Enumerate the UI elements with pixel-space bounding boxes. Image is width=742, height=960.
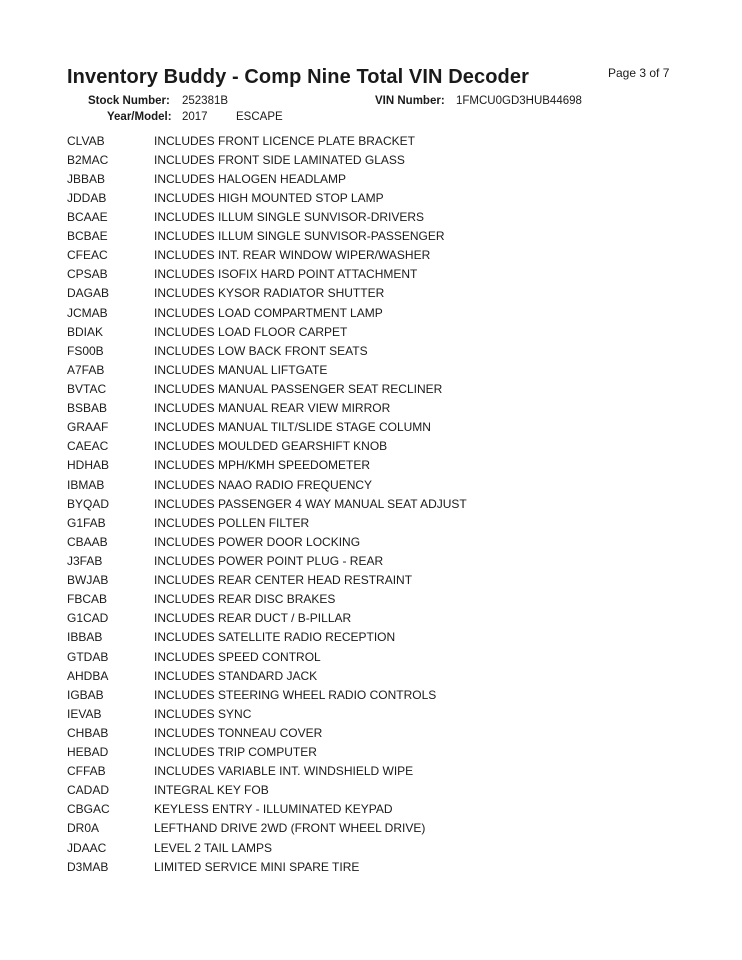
option-code: FS00B xyxy=(67,343,104,358)
option-description: INCLUDES MOULDED GEARSHIFT KNOB xyxy=(154,439,388,454)
option-description: LEFTHAND DRIVE 2WD (FRONT WHEEL DRIVE) xyxy=(154,821,426,836)
code-row xyxy=(67,685,467,704)
option-description: INCLUDES KYSOR RADIATOR SHUTTER xyxy=(154,286,385,301)
option-code: JDDAB xyxy=(67,190,107,205)
code-row xyxy=(67,341,467,360)
option-description: INCLUDES REAR DUCT / B-PILLAR xyxy=(154,611,352,626)
option-description: INCLUDES LOW BACK FRONT SEATS xyxy=(154,343,368,358)
option-code: JCMAB xyxy=(67,305,108,320)
code-row xyxy=(67,800,467,819)
option-code: BSBAB xyxy=(67,401,108,416)
document-title: Inventory Buddy - Comp Nine Total VIN Decoder xyxy=(67,66,529,88)
option-description: KEYLESS ENTRY - ILLUMINATED KEYPAD xyxy=(154,802,393,817)
option-description: INCLUDES SYNC xyxy=(154,706,252,721)
option-code: CBAAB xyxy=(67,534,108,549)
option-code: IBBAB xyxy=(67,630,103,645)
code-row xyxy=(67,723,467,742)
option-description: INCLUDES LOAD FLOOR CARPET xyxy=(154,324,348,339)
option-code: CFEAC xyxy=(67,248,108,263)
option-code: CPSAB xyxy=(67,267,108,282)
option-code: HEBAD xyxy=(67,745,109,760)
option-code: J3FAB xyxy=(67,553,103,568)
option-description: INCLUDES VARIABLE INT. WINDSHIELD WIPE xyxy=(154,764,414,779)
page-number: Page 3 of 7 xyxy=(608,66,670,80)
option-code: DAGAB xyxy=(67,286,110,301)
option-code: IGBAB xyxy=(67,687,104,702)
code-row xyxy=(67,399,467,418)
option-description: INCLUDES HIGH MOUNTED STOP LAMP xyxy=(154,190,384,205)
option-description: INCLUDES REAR DISC BRAKES xyxy=(154,592,336,607)
option-description: INCLUDES SPEED CONTROL xyxy=(154,649,321,664)
option-code: G1CAD xyxy=(67,611,109,626)
option-description: INCLUDES POWER POINT PLUG - REAR xyxy=(154,553,384,568)
option-code: G1FAB xyxy=(67,515,106,530)
year-model-label: Year/Model: xyxy=(107,111,172,123)
option-code: JBBAB xyxy=(67,171,106,186)
option-description: INTEGRAL KEY FOB xyxy=(154,783,269,798)
option-description: INCLUDES MANUAL LIFTGATE xyxy=(154,362,328,377)
code-row xyxy=(67,303,467,322)
option-code: CLVAB xyxy=(67,133,105,148)
code-row xyxy=(67,571,467,590)
option-description: INCLUDES MANUAL TILT/SLIDE STAGE COLUMN xyxy=(154,420,431,435)
code-row xyxy=(67,227,467,246)
option-code: FBCAB xyxy=(67,592,108,607)
option-description: INCLUDES STEERING WHEEL RADIO CONTROLS xyxy=(154,687,437,702)
option-code: CAEAC xyxy=(67,439,109,454)
stock-number-value: 252381B xyxy=(182,95,229,107)
option-description: INCLUDES MANUAL PASSENGER SEAT RECLINER xyxy=(154,381,443,396)
code-row xyxy=(67,379,467,398)
option-description: INCLUDES FRONT LICENCE PLATE BRACKET xyxy=(154,133,415,148)
code-row xyxy=(67,743,467,762)
option-code: CFFAB xyxy=(67,764,106,779)
option-code: CADAD xyxy=(67,783,110,798)
code-row xyxy=(67,456,467,475)
stock-number-field xyxy=(88,95,229,107)
code-row xyxy=(67,666,467,685)
option-description: INCLUDES MPH/KMH SPEEDOMETER xyxy=(154,458,371,473)
model-value: ESCAPE xyxy=(236,111,283,123)
option-code: CBGAC xyxy=(67,802,110,817)
option-code: D3MAB xyxy=(67,859,109,874)
option-code: IEVAB xyxy=(67,706,102,721)
code-row xyxy=(67,838,467,857)
option-code: A7FAB xyxy=(67,362,105,377)
option-description: LEVEL 2 TAIL LAMPS xyxy=(154,840,273,855)
code-row xyxy=(67,169,467,188)
code-row xyxy=(67,284,467,303)
option-code: BVTAC xyxy=(67,381,107,396)
code-row xyxy=(67,188,467,207)
option-description: INCLUDES FRONT SIDE LAMINATED GLASS xyxy=(154,152,405,167)
year-value: 2017 xyxy=(182,111,208,123)
code-row xyxy=(67,437,467,456)
vin-number-field xyxy=(375,95,582,107)
option-code-list xyxy=(67,131,467,876)
option-code: DR0A xyxy=(67,821,100,836)
code-row xyxy=(67,494,467,513)
code-row xyxy=(67,704,467,723)
code-row xyxy=(67,532,467,551)
option-code: B2MAC xyxy=(67,152,109,167)
option-code: HDHAB xyxy=(67,458,110,473)
option-code: BCAAE xyxy=(67,209,108,224)
option-description: INCLUDES POLLEN FILTER xyxy=(154,515,310,530)
vin-number-label: VIN Number: xyxy=(375,95,445,107)
option-description: INCLUDES ISOFIX HARD POINT ATTACHMENT xyxy=(154,267,418,282)
code-row xyxy=(67,246,467,265)
option-description: INCLUDES REAR CENTER HEAD RESTRAINT xyxy=(154,573,413,588)
code-row xyxy=(67,150,467,169)
option-description: INCLUDES POWER DOOR LOCKING xyxy=(154,534,361,549)
option-description: INCLUDES INT. REAR WINDOW WIPER/WASHER xyxy=(154,248,431,263)
option-description: INCLUDES TRIP COMPUTER xyxy=(154,745,317,760)
option-description: INCLUDES STANDARD JACK xyxy=(154,668,318,683)
option-code: BDIAK xyxy=(67,324,104,339)
code-row xyxy=(67,819,467,838)
code-row xyxy=(67,513,467,532)
option-code: GTDAB xyxy=(67,649,109,664)
option-code: CHBAB xyxy=(67,725,109,740)
option-code: BCBAE xyxy=(67,229,108,244)
code-row xyxy=(67,609,467,628)
code-row xyxy=(67,131,467,150)
code-row xyxy=(67,418,467,437)
option-description: LIMITED SERVICE MINI SPARE TIRE xyxy=(154,859,360,874)
year-model-field xyxy=(107,111,283,123)
code-row xyxy=(67,360,467,379)
code-row xyxy=(67,207,467,226)
code-row xyxy=(67,781,467,800)
code-row xyxy=(67,475,467,494)
code-row xyxy=(67,628,467,647)
option-description: INCLUDES PASSENGER 4 WAY MANUAL SEAT ADJUST xyxy=(154,496,467,511)
stock-number-label: Stock Number: xyxy=(88,95,170,107)
option-description: INCLUDES MANUAL REAR VIEW MIRROR xyxy=(154,401,391,416)
code-row xyxy=(67,551,467,570)
code-row xyxy=(67,322,467,341)
code-row xyxy=(67,762,467,781)
option-description: INCLUDES TONNEAU COVER xyxy=(154,725,323,740)
code-row xyxy=(67,265,467,284)
option-code: IBMAB xyxy=(67,477,105,492)
code-row xyxy=(67,647,467,666)
vin-number-value: 1FMCU0GD3HUB44698 xyxy=(456,95,582,107)
option-description: INCLUDES ILLUM SINGLE SUNVISOR-DRIVERS xyxy=(154,209,425,224)
option-code: AHDBA xyxy=(67,668,109,683)
code-row xyxy=(67,590,467,609)
option-code: GRAAF xyxy=(67,420,109,435)
option-description: INCLUDES HALOGEN HEADLAMP xyxy=(154,171,347,186)
option-description: INCLUDES NAAO RADIO FREQUENCY xyxy=(154,477,373,492)
code-row xyxy=(67,857,467,876)
option-code: BYQAD xyxy=(67,496,110,511)
option-description: INCLUDES SATELLITE RADIO RECEPTION xyxy=(154,630,396,645)
option-code: BWJAB xyxy=(67,573,109,588)
option-code: JDAAC xyxy=(67,840,107,855)
option-description: INCLUDES LOAD COMPARTMENT LAMP xyxy=(154,305,383,320)
option-description: INCLUDES ILLUM SINGLE SUNVISOR-PASSENGER xyxy=(154,229,445,244)
